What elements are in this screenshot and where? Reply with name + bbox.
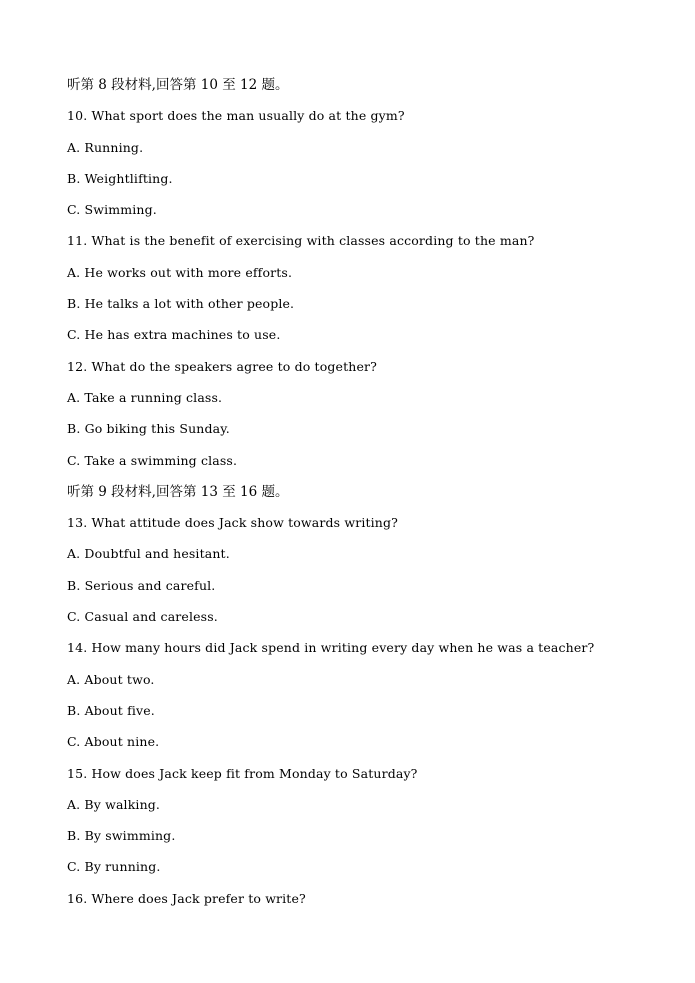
answer-option: B. Go biking this Sunday. (67, 421, 230, 437)
answer-option: C. Swimming. (67, 202, 157, 218)
answer-option: C. By running. (67, 859, 161, 875)
answer-option: A. Doubtful and hesitant. (67, 546, 230, 562)
answer-option: B. Serious and careful. (67, 577, 216, 593)
answer-option: C. Casual and careless. (67, 609, 218, 625)
question-stem: 13. What attitude does Jack show towards writing? (67, 515, 398, 531)
answer-option: A. About two. (67, 671, 155, 687)
answer-option: B. By swimming. (67, 828, 176, 844)
section-heading: 听第 8 段材料,回答第 10 至 12 题。 (67, 77, 289, 93)
answer-option: A. Running. (67, 139, 144, 155)
answer-option: B. About five. (67, 702, 155, 718)
answer-option: B. He talks a lot with other people. (67, 296, 295, 312)
answer-option: C. He has extra machines to use. (67, 327, 281, 343)
answer-option: C. About nine. (67, 734, 160, 750)
question-stem: 16. Where does Jack prefer to write? (67, 890, 306, 906)
answer-option: C. Take a swimming class. (67, 452, 238, 468)
answer-option: A. By walking. (67, 796, 161, 812)
answer-option: A. He works out with more efforts. (67, 264, 293, 280)
document-body (67, 74, 677, 919)
question-stem: 12. What do the speakers agree to do together? (67, 358, 377, 374)
question-stem: 10. What sport does the man usually do at the gym? (67, 108, 405, 124)
question-stem: 15. How does Jack keep fit from Monday to Saturday? (67, 765, 418, 781)
answer-option: B. Weightlifting. (67, 170, 173, 186)
question-stem: 11. What is the benefit of exercising with classes according to the man? (67, 233, 535, 249)
question-stem: 14. How many hours did Jack spend in writing every day when he was a teacher? (67, 640, 595, 656)
section-heading: 听第 9 段材料,回答第 13 至 16 题。 (67, 483, 289, 500)
answer-option: A. Take a running class. (67, 389, 223, 405)
